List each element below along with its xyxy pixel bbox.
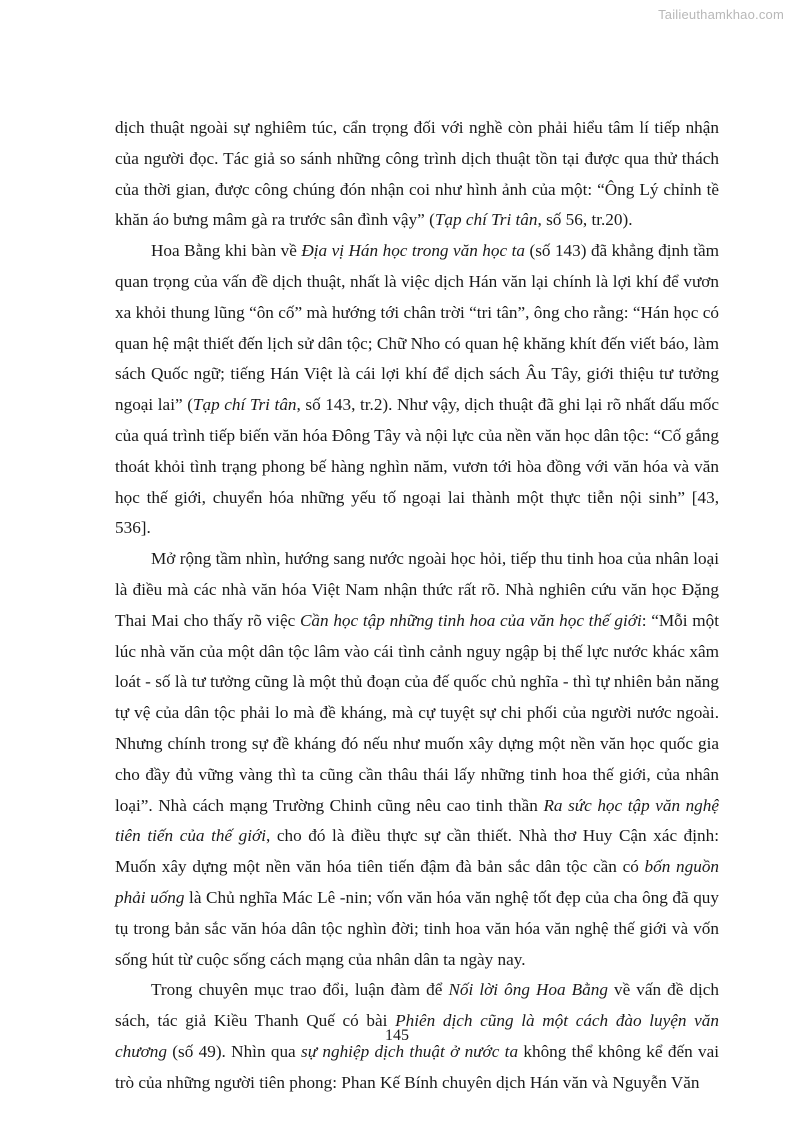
paragraph-text: , số 143, tr.2). Như vậy, dịch thuật đã ghi lại rõ nhất dấu mốc của quá trình tiếp biến văn hóa Đông Tây và nội lực của nền văn học dân tộc: “Cố gắng thoát khỏi tình trạng phong bế hàng nghìn năm, vươn tới hòa đồng với văn hóa và văn học thế giới, chuyển hóa những yếu tố ngoại lai thành một thực tiễn nội sinh” [43, 536]. <box>115 395 720 538</box>
paragraph-text: Hoa Bằng khi bàn về <box>151 241 302 261</box>
paragraph-text: dịch thuật ngoài sự nghiêm túc, cẩn trọng đối với nghề còn phải hiểu tâm lí tiếp nhận của người đọc. Tác giả so sánh những công trình dịch thuật tồn tại được qua thử thách của thời gian, được công chúng đón nhận coi như hình ảnh của một: “Ông Lý chỉnh tề khăn áo bưng mâm gà ra trước sân đình vậy” ( <box>115 118 719 230</box>
italic-title-text: Địa vị Hán học trong văn học ta <box>301 241 525 261</box>
italic-title-text: Tạp chí Tri tân <box>192 395 297 415</box>
paragraph-text: là Chủ nghĩa Mác Lê -nin; vốn văn hóa văn nghệ tốt đẹp của cha ông đã quy tụ trong bản sắc văn hóa dân tộc nghìn đời; tinh hoa văn hóa văn nghệ thế giới và vốn sống hút từ cuộc sống cách mạng của nhân dân ta ngày nay. <box>115 887 719 969</box>
paragraph-1 <box>115 113 719 236</box>
italic-title-text: Nối lời ông Hoa Bằng <box>448 980 608 1000</box>
document-body <box>115 113 719 1099</box>
italic-title-text: Phiên dịch cũng là một cách đào luyện văn chương <box>115 1011 719 1061</box>
paragraph-text: Trong chuyên mục trao đổi, luận đàm để <box>151 980 449 1000</box>
italic-title-text: sự nghiệp dịch thuật ở nước ta <box>301 1041 519 1061</box>
page-number: 145 <box>385 1027 409 1044</box>
italic-title-text: Tạp chí Tri tân <box>434 210 538 230</box>
watermark: Tailieuthamkhao.com <box>658 7 784 22</box>
paragraph-2 <box>115 236 719 544</box>
paragraph-text: về vấn đề dịch sách, tác giả Kiều Thanh Quế có bài <box>115 980 720 1031</box>
paragraph-text: Mở rộng tầm nhìn, hướng sang nước ngoài học hỏi, tiếp thu tinh hoa của nhân loại là điều mà các nhà văn hóa Việt Nam nhận thức rất rõ. Nhà nghiên cứu văn học Đặng Thai Mai cho thấy rõ việc <box>115 549 719 630</box>
italic-title-text: bốn nguồn phải uống <box>115 857 720 907</box>
italic-title-text: Cần học tập những tinh hoa của văn học thế giới <box>299 610 642 630</box>
italic-title-text: Ra sức học tập văn nghệ tiên tiến của thế giới <box>115 795 719 846</box>
paragraph-3 <box>115 544 719 975</box>
paragraph-text: không thể không kể đến vai trò của những người tiên phong: Phan Kế Bính chuyên dịch Hán văn và Nguyễn Văn <box>115 1041 719 1092</box>
paragraph-text: : “Mỗi một lúc nhà văn của một dân tộc lâm vào cái tình cảnh nguy ngập bị thế lực nước khác xâm loát - số là tư tưởng cũng là một thủ đoạn của đế quốc chủ nghĩa - thì tự nhiên bản năng tự vệ của dân tộc phải lo mà đề kháng, mà cự tuyệt sự chi phối của người nước ngoài. Nhưng chính trong sự đề kháng đó nếu như muốn xây dựng một nền văn học quốc gia cho đầy đủ vững vàng thì ta cũng cần thâu thái lấy những tinh hoa thế giới, của nhân loại”. Nhà cách mạng Trường Chinh cũng nêu cao tinh thần <box>115 610 719 815</box>
paragraph-text: , số 56, tr.20). <box>537 210 633 230</box>
paragraph-text: (số 143) đã khẳng định tầm quan trọng của vấn đề dịch thuật, nhất là việc dịch Hán văn lại chính là lợi khí để vươn xa khỏi thung lũng “ôn cố” mà hướng tới chân trời “tri tân”, ông cho rằng: “Hán học có quan hệ mật thiết đến lịch sử dân tộc; Chữ Nho có quan hệ khăng khít đến viết báo, làm sách Quốc ngữ; tiếng Hán Việt là cái lợi khí để dịch sách Âu Tây, giới thiệu tư tưởng ngoại lai” ( <box>115 241 719 415</box>
paragraph-text: (số 49). Nhìn qua <box>166 1041 302 1061</box>
paragraph-text: , cho đó là điều thực sự cần thiết. Nhà thơ Huy Cận xác định: Muốn xây dựng một nền văn hóa tiên tiến đậm đà bản sắc dân tộc cần có <box>115 826 719 877</box>
